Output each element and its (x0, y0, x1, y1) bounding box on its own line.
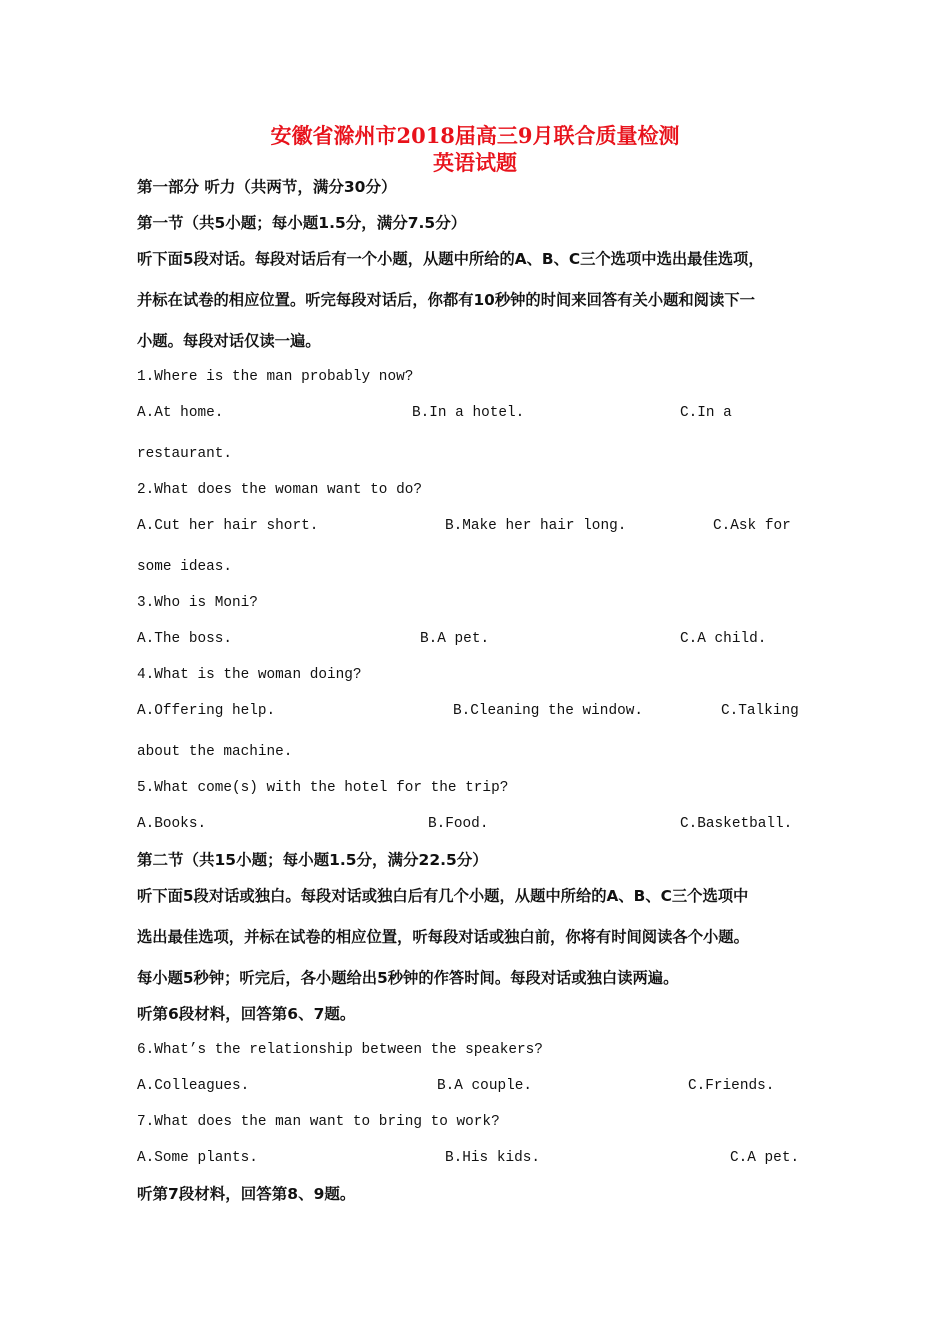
question-2-option-a: A.Cut her hair short. (137, 518, 319, 534)
question-3-option-a: A.The boss. (137, 631, 232, 647)
question-4-option-b: B.Cleaning the window. (453, 703, 643, 719)
section1-instruction-line: 小题。每段对话仅读一遍。 (137, 332, 321, 350)
question-5-option-b: B.Food. (428, 816, 489, 832)
question-2-option-b: B.Make her hair long. (445, 518, 627, 534)
question-3-text: 3.Who is Moni? (137, 595, 258, 611)
question-1-option-b: B.In a hotel. (412, 405, 525, 421)
section1-heading: 第一节（共5小题；每小题1.5分，满分7.5分） (137, 214, 467, 232)
section2-instruction-line: 每小题5秒钟；听完后，各小题给出5秒钟的作答时间。每段对话或独白读两遍。 (137, 969, 679, 987)
question-4-option-c-continued: about the machine. (137, 744, 293, 760)
question-7-option-b: B.His kids. (445, 1150, 540, 1166)
question-1-option-c: C.In a (680, 405, 732, 421)
question-6-option-c: C.Friends. (688, 1078, 775, 1094)
question-6-option-a: A.Colleagues. (137, 1078, 250, 1094)
question-7-text: 7.What does the man want to bring to work? (137, 1114, 500, 1130)
part1-heading: 第一部分 听力（共两节，满分30分） (137, 178, 397, 196)
section2-instruction-line: 选出最佳选项，并标在试卷的相应位置，听每段对话或独白前，你将有时间阅读各个小题。 (137, 928, 749, 946)
question-7-option-a: A.Some plants. (137, 1150, 258, 1166)
question-2-text: 2.What does the woman want to do? (137, 482, 422, 498)
document-title: 安徽省滁州市2018届高三9月联合质量检测 (270, 123, 680, 148)
question-6-text: 6.What’s the relationship between the speakers? (137, 1042, 543, 1058)
section2-instruction-line: 听下面5段对话或独白。每段对话或独白后有几个小题，从题中所给的A、B、C三个选项中 (137, 887, 749, 905)
question-7-option-c: C.A pet. (730, 1150, 800, 1166)
question-5-text: 5.What come(s) with the hotel for the trip? (137, 780, 509, 796)
question-1-text: 1.Where is the man probably now? (137, 369, 414, 385)
question-3-option-c: C.A child. (680, 631, 767, 647)
question-1-option-c-continued: restaurant. (137, 446, 232, 462)
question-1-option-a: A.At home. (137, 405, 224, 421)
question-2-option-c-continued: some ideas. (137, 559, 232, 575)
section1-instruction-line: 并标在试卷的相应位置。听完每段对话后，你都有10秒钟的时间来回答有关小题和阅读下一 (137, 291, 755, 309)
document-subtitle: 英语试题 (433, 150, 517, 175)
section2-heading: 第二节（共15小题；每小题1.5分，满分22.5分） (137, 851, 488, 869)
question-2-option-c: C.Ask for (713, 518, 791, 534)
material-7-heading: 听第7段材料，回答第8、9题。 (137, 1185, 356, 1203)
section1-instruction-line: 听下面5段对话。每段对话后有一个小题，从题中所给的A、B、C三个选项中选出最佳选项， (137, 250, 764, 268)
question-4-text: 4.What is the woman doing? (137, 667, 362, 683)
question-4-option-c: C.Talking (721, 703, 799, 719)
material-6-heading: 听第6段材料，回答第6、7题。 (137, 1005, 356, 1023)
question-3-option-b: B.A pet. (420, 631, 490, 647)
question-5-option-a: A.Books. (137, 816, 207, 832)
question-4-option-a: A.Offering help. (137, 703, 276, 719)
question-5-option-c: C.Basketball. (680, 816, 793, 832)
question-6-option-b: B.A couple. (437, 1078, 532, 1094)
